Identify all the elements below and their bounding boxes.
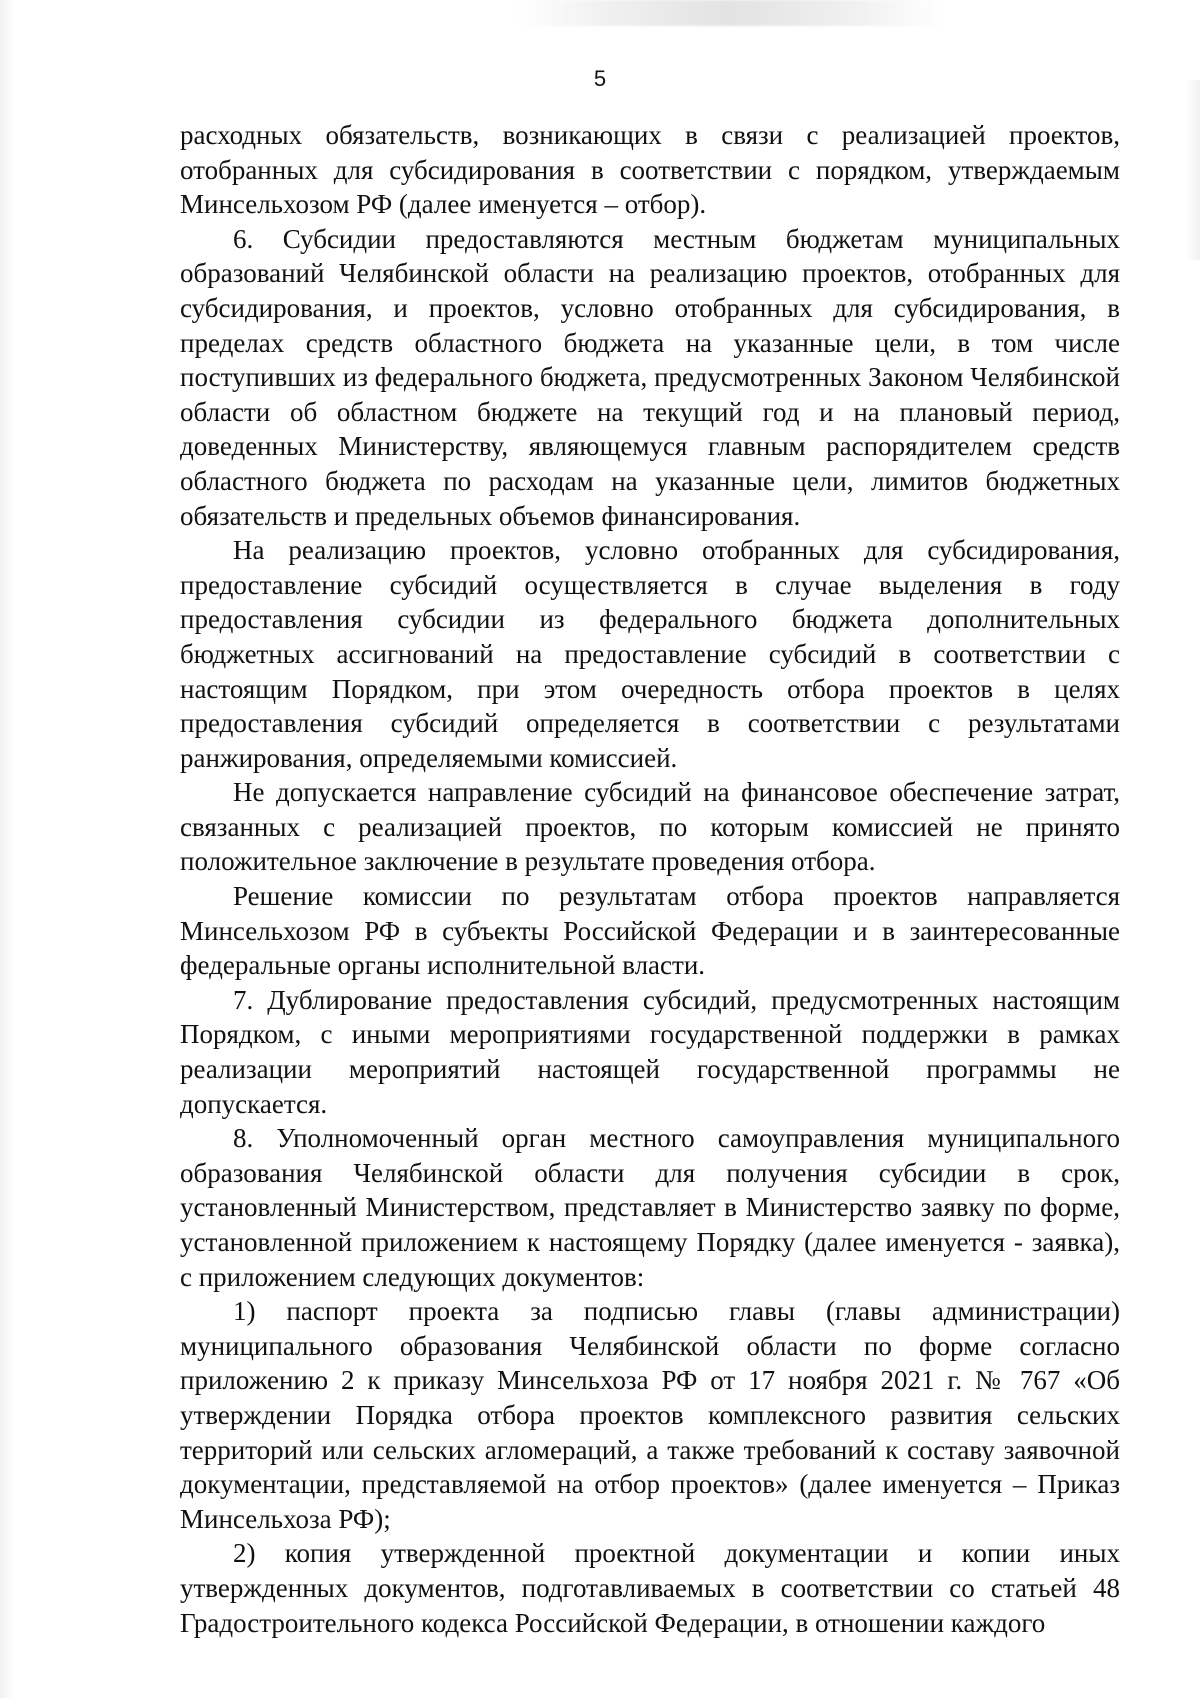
scan-artifact-left [0, 0, 14, 1698]
page-number: 5 [593, 66, 607, 91]
paragraph-subitem-1: 1) паспорт проекта за подписью главы (главы администрации) муниципального образования Челябинской области по форме согласно приложению 2 к приказу Минсельхоза РФ от 17 ноября 2021 г. № 767 «Об утверждении Порядка отбора проектов комплексного развития сельских территорий или сельских агломераций, а также требований к составу заявочной документации, представляемой на отбор проектов» (далее именуется – Приказ Минсельхоза РФ); [180, 1296, 1120, 1534]
paragraph-prohibition: Не допускается направление субсидий на финансовое обеспечение затрат, связанных с реализацией проектов, по которым комиссией не принято положительное заключение в результате проведения отбора. [180, 777, 1120, 877]
paragraph-subitem-2: 2) копия утвержденной проектной документации и копии иных утвержденных документов, подготавливаемых в соответствии со статьей 48 Градостроительного кодекса Российской Федерации, в отношении каждого [180, 1538, 1120, 1638]
paragraph-conditional-projects: На реализацию проектов, условно отобранных для субсидирования, предоставление субсидий осуществляется в случае выделения в году предоставления субсидии из федерального бюджета дополнительных бюджетных ассигнований на предоставление субсидий в соответствии с настоящим Порядком, при этом очередность отбора проектов в целях предоставления субсидий определяется в соответствии с результатами ранжирования, определяемыми комиссией. [180, 535, 1120, 773]
paragraph-commission-decision: Решение комиссии по результатам отбора проектов направляется Минсельхозом РФ в субъекты Российской Федерации и в заинтересованные федеральные органы исполнительной власти. [180, 881, 1120, 981]
scan-artifact-top [515, 0, 945, 26]
document-body [180, 118, 1120, 1640]
paragraph-continuation: расходных обязательств, возникающих в связи с реализацией проектов, отобранных для субсидирования в соответствии с порядком, утверждаемым Минсельхозом РФ (далее именуется – отбор). [180, 120, 1120, 220]
paragraph-item-8: 8. Уполномоченный орган местного самоуправления муниципального образования Челябинской области для получения субсидии в срок, установленный Министерством, представляет в Министерство заявку по форме, установленной приложением к настоящему Порядку (далее именуется - заявка), с приложением следующих документов: [180, 1123, 1120, 1292]
scan-artifact-right [1186, 80, 1200, 260]
paragraph-item-6: 6. Субсидии предоставляются местным бюджетам муниципальных образований Челябинской области на реализацию проектов, отобранных для субсидирования, и проектов, условно отобранных для субсидирования, в пределах средств областного бюджета на указанные цели, в том числе поступивших из федерального бюджета, предусмотренных Законом Челябинской области об областном бюджете на текущий год и на плановый период, доведенных Министерству, являющемуся главным распорядителем средств областного бюджета по расходам на указанные цели, лимитов бюджетных обязательств и предельных объемов финансирования. [180, 223, 1120, 531]
paragraph-item-7: 7. Дублирование предоставления субсидий, предусмотренных настоящим Порядком, с иными мероприятиями государственной поддержки в рамках реализации мероприятий настоящей государственной программы не допускается. [180, 984, 1120, 1119]
